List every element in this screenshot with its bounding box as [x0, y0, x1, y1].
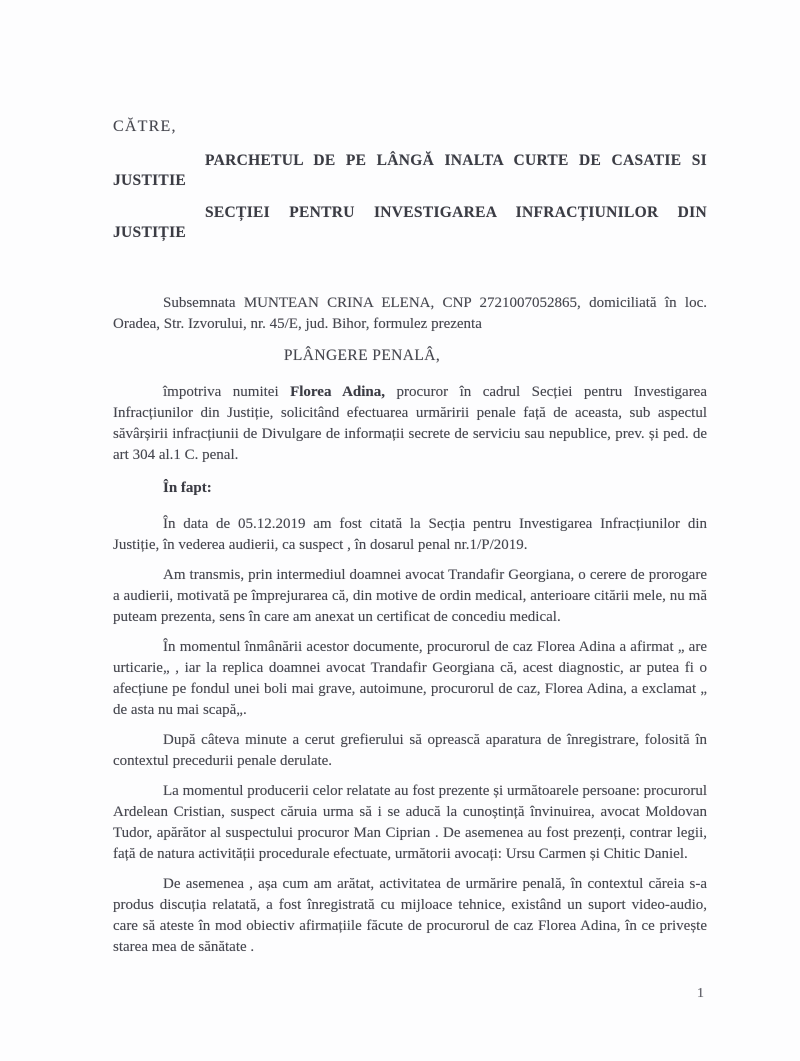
salutation: CĂTRE, [113, 118, 177, 135]
addressee-sectie [113, 203, 707, 243]
body-paragraph-6: De asemenea , așa cum am arătat, activitatea de urmărire penală, în contextul căreia s-a produs discuția relatată, a fost înregistrată cu mijloace tehnice, existând un suport video-audio, care să ateste în mod obiectiv afirmațiile făcute de procurorul de caz Florea Adina, în ce privește starea mea de sănătate . [113, 876, 707, 955]
against-paragraph [113, 382, 707, 466]
page-number: 1 [697, 986, 704, 1001]
against-suffix: procuror în cadrul Secției pentru Investigarea Infracțiunilor din Justiție, solicitând efectuarea urmăririi penale față de aceasta, sub aspectul săvârșirii infracțiunii de Divulgare de informații secrete de serviciu sau nepublice, prev. și ped. de art 304 al.1 C. penal. [113, 384, 708, 463]
against-prefix: împotriva numitei [163, 384, 291, 400]
addressee-sectie-line1: SECȚIEI PENTRU INVESTIGAREA INFRACȚIUNILOR DIN [205, 204, 707, 221]
addressee-parchet-line1: PARCHETUL DE PE LÂNGĂ INALTA CURTE DE CASATIE SI [205, 152, 707, 169]
body-paragraph-2: Am transmis, prin intermediul doamnei avocat Trandafir Georgiana, o cerere de prorogare a audierii, motivată pe împrejurarea că, din motive de ordin medical, anterioare citării mele, nu mă puteam prezenta, sens în care am anexat un certificat de concediu medical. [113, 567, 707, 625]
document-content [113, 0, 707, 967]
against-name: Florea Adina, [290, 384, 386, 400]
body-paragraph-1: În data de 05.12.2019 am fost citată la Secția pentru Investigarea Infracțiunilor din Justiție, în vederea audierii, ca suspect , în dosarul penal nr.1/P/2019. [113, 516, 707, 553]
addressee-parchet-line2: JUSTITIE [113, 172, 187, 189]
body-paragraph-5: La momentul producerii celor relatate au fost prezente și următoarele persoane: procurorul Ardelean Cristian, suspect căruia urma să i se aducă la cunoștință învinuirea, avocat Moldovan Tudor, apărător al suspectului procuror Man Ciprian . De asemenea au fost prezenți, contrar legii, față de natura activității procedurale efectuate, următorii avocați: Ursu Carmen și Chitic Daniel. [113, 783, 707, 862]
intro-paragraph: Subsemnata MUNTEAN CRINA ELENA, CNP 2721007052865, domiciliată în loc. Oradea, Str. Izvorului, nr. 45/E, jud. Bihor, formulez prezenta [113, 295, 707, 332]
addressee-parchet [113, 151, 707, 191]
body-paragraph-3: În momentul înmânării acestor documente, procurorul de caz Florea Adina a afirmat „ are urticarie„ , iar la replica doamnei avocat Trandafir Georgiana că, acest diagnostic, ar putea fi o afecțiune pe fondul unei boli mai grave, autoimune, procurorul de caz, Florea Adina, a exclamat „ de asta nu mai scapă„. [113, 639, 707, 718]
document-title: PLÂNGERE PENALÂ, [283, 347, 441, 364]
addressee-sectie-line2: JUSTIȚIE [113, 224, 187, 241]
body-paragraph-4: După câteva minute a cerut grefierului să oprească aparatura de înregistrare, folosită în contextul precedurii penale derulate. [113, 732, 707, 769]
section-heading-in-fapt: În fapt: [163, 480, 212, 496]
